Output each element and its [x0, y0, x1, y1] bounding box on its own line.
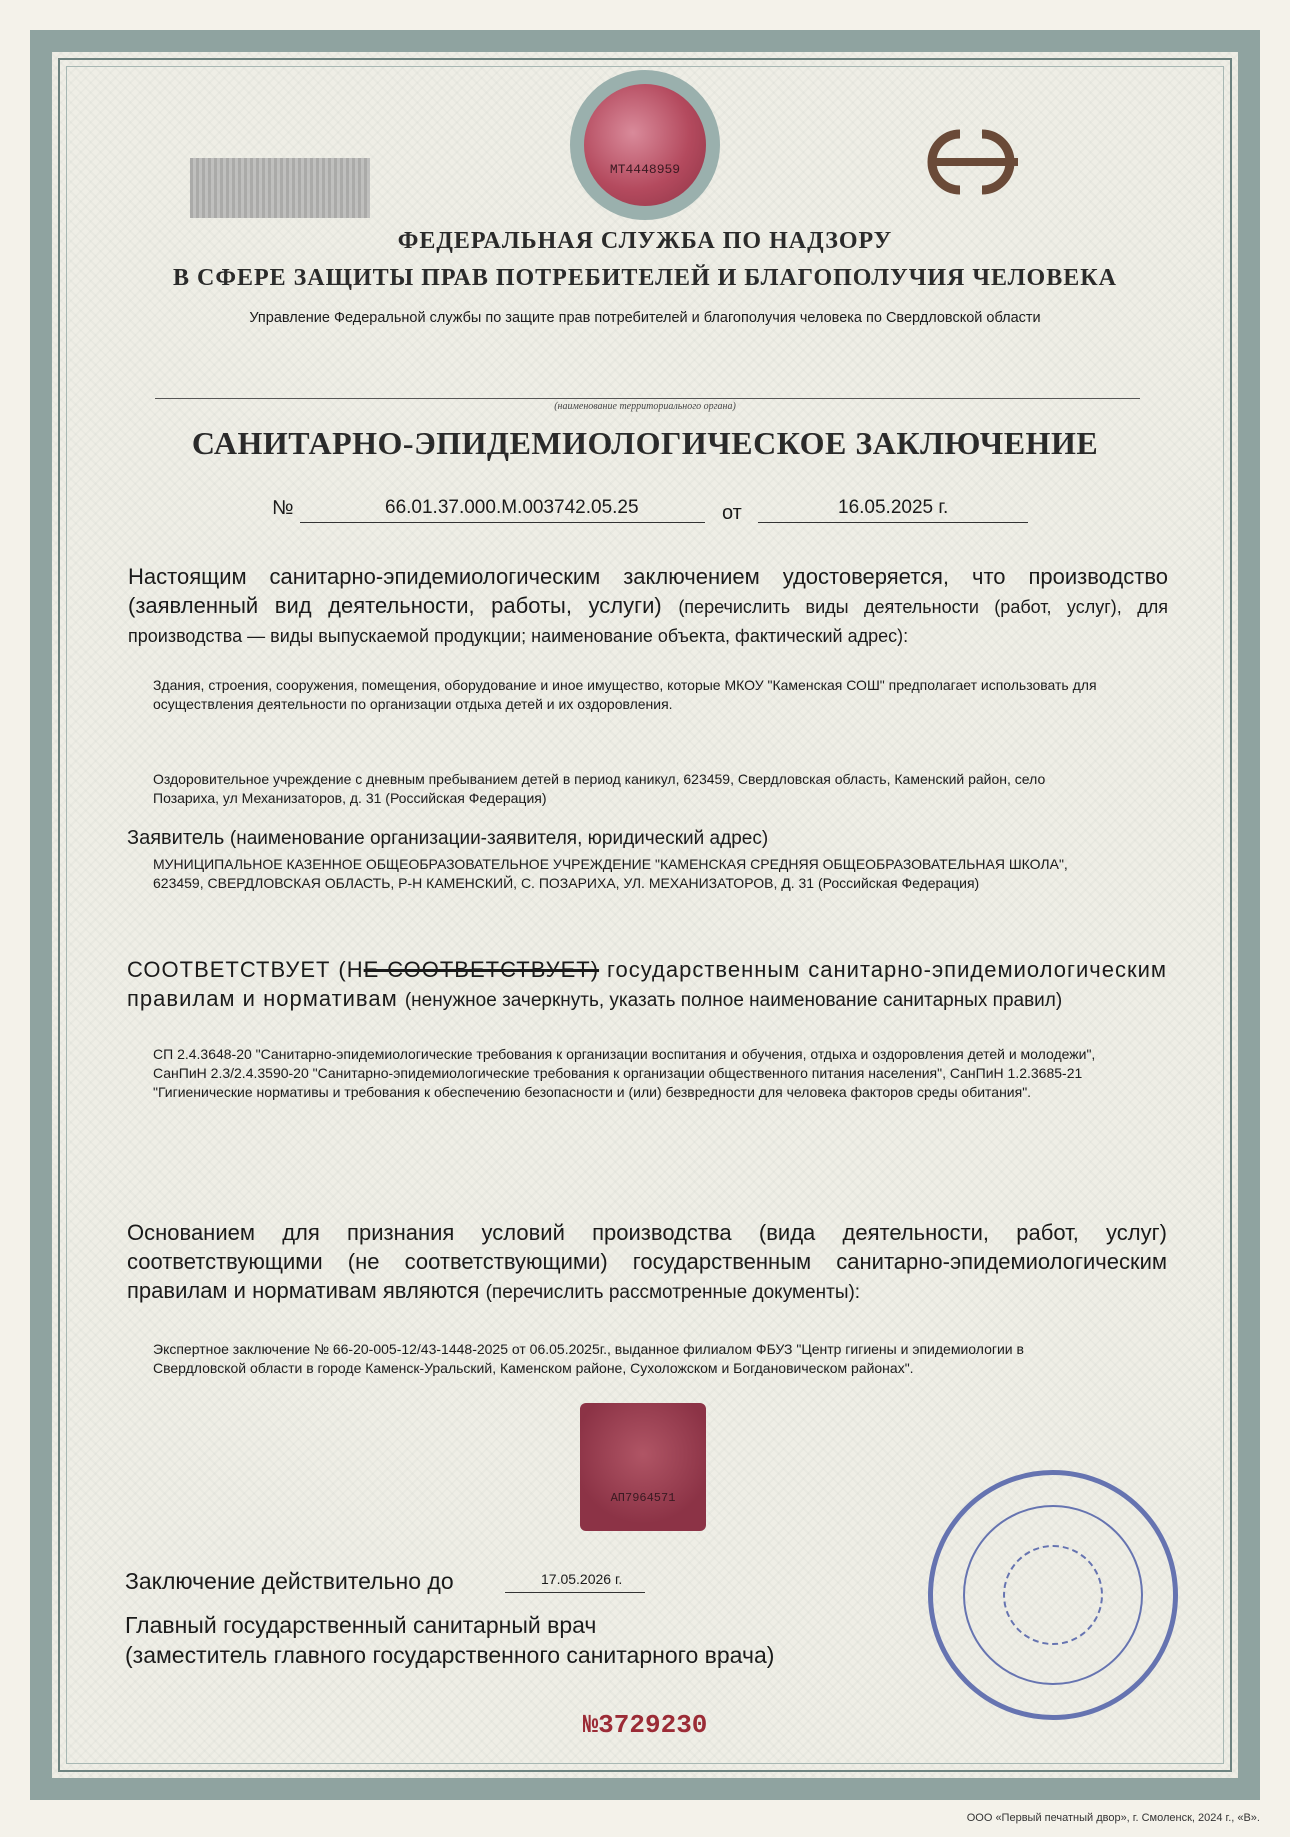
territorial-organization: Управление Федеральной службы по защите прав потребителей и благополучия человека по Свердловской области	[249, 310, 1041, 326]
validity-label: Заключение действительно до	[125, 1568, 454, 1594]
compliance-block	[127, 955, 1167, 1015]
basis-block	[127, 1218, 1167, 1307]
certify-intro	[128, 562, 1168, 649]
serial-number: №3729230	[582, 1710, 708, 1740]
validity-underline	[505, 1592, 645, 1593]
applicant-label-note: (наименование организации-заявителя, юридический адрес)	[229, 828, 769, 849]
applicant-label: Заявитель	[127, 827, 225, 849]
compliance-rest: государственным санитарно-эпидемиологическим правилам и нормативам	[127, 957, 1167, 1011]
protection-stripe	[190, 158, 370, 218]
signatory-line-1: Главный государственный санитарный врач	[125, 1612, 597, 1638]
security-seal-icon	[580, 1403, 706, 1531]
header-line-2: В СФЕРЕ ЗАЩИТЫ ПРАВ ПОТРЕБИТЕЛЕЙ И БЛАГОПОЛУЧИЯ ЧЕЛОВЕКА	[173, 265, 1117, 291]
certify-intro-note: (перечислить виды деятельности (работ, услуг), для производства — виды выпускаемой продукции; наименование объекта, фактический адрес):	[128, 597, 1168, 646]
compliance-paren: (Н	[338, 957, 364, 982]
applicant-heading	[127, 827, 768, 850]
compliance-note: (ненужное зачеркнуть, указать полное наименование санитарных правил)	[404, 990, 1063, 1011]
printer-imprint: ООО «Первый печатный двор», г. Смоленск, 2024 г., «В».	[966, 1812, 1260, 1824]
facility-address: Оздоровительное учреждение с дневным пребыванием детей в период каникул, 623459, Свердловская область, Каменский район, село Позариха, ул Механизаторов, д. 31 (Российская Федерация)	[153, 771, 1046, 806]
applicant-value: МУНИЦИПАЛЬНОЕ КАЗЕННОЕ ОБЩЕОБРАЗОВАТЕЛЬНОЕ УЧРЕЖДЕНИЕ "КАМЕНСКАЯ СРЕДНЯЯ ОБЩЕОБРАЗОВАТЕЛЬНАЯ ШКОЛА", 623459, СВЕРДЛОВСКАЯ ОБЛАСТЬ, Р-Н КАМЕНСКИЙ, С. ПОЗАРИХА, УЛ. МЕХАНИЗАТОРОВ, Д. 31 (Российская Федерация)	[153, 856, 1068, 891]
date-underline	[758, 522, 1028, 523]
certify-intro-text: Настоящим санитарно-эпидемиологическим заключением удостоверяется, что производство (заявленный вид деятельности, работы, услуги)	[128, 564, 1168, 618]
conclusion-number: 66.01.37.000.М.003742.05.25	[385, 497, 639, 518]
seal-code: АП7964571	[610, 1491, 676, 1505]
hologram-code: МТ4448959	[609, 162, 681, 177]
struck-not-compliant: Е СООТВЕТСТВУЕТ)	[363, 957, 600, 982]
organization-caption: (наименование территориального органа)	[554, 401, 736, 412]
sanitary-rules: СП 2.4.3648-20 "Санитарно-эпидемиологические требования к организации воспитания и обучения, отдыха и оздоровления детей и молодежи", СанПиН 2.3/2.4.3590-20 "Санитарно-эпидемиологические требования к организации общественного питания населения", СанПиН 1.2.3685-21 "Гигиенические нормативы и требования к обеспечению безопасности и (или) безвредности для человека факторов среды обитания".	[153, 1046, 1096, 1100]
signatory-line-2: (заместитель главного государственного санитарного врача)	[125, 1642, 775, 1668]
document-title: САНИТАРНО-ЭПИДЕМИОЛОГИЧЕСКОЕ ЗАКЛЮЧЕНИЕ	[191, 425, 1099, 461]
activity-text: Здания, строения, сооружения, помещения, оборудование и иное имущество, которые МКОУ "Каменская СОШ" предполагает использовать для осуществления деятельности по организации отдыха детей и их оздоровления.	[153, 677, 1097, 712]
official-stamp-icon	[928, 1470, 1178, 1720]
hologram-emblem-icon	[570, 70, 720, 220]
organization-underline	[155, 398, 1140, 399]
header-line-1: ФЕДЕРАЛЬНАЯ СЛУЖБА ПО НАДЗОРУ	[397, 228, 893, 254]
basis-document: Экспертное заключение № 66-20-005-12/43-1448-2025 от 06.05.2025г., выданное филиалом ФБУЗ "Центр гигиены и эпидемиологии в Свердловской области в городе Каменск-Уральский, Каменском районе, Сухоложском и Богдановическом районах".	[153, 1341, 1024, 1376]
basis-note: (перечислить рассмотренные документы):	[485, 1282, 861, 1303]
validity-date: 17.05.2026 г.	[541, 1571, 623, 1587]
compliance-word: СООТВЕТСТВУЕТ	[127, 957, 331, 982]
number-prefix: №	[272, 497, 294, 519]
basis-intro: Основанием для признания условий производства (вида деятельности, работ, услуг) соответствующими (не соответствующими) государственным санитарно-эпидемиологическим правилам и нормативам являются	[127, 1220, 1167, 1303]
number-underline	[300, 522, 705, 523]
date-prefix: от	[722, 502, 742, 524]
conclusion-date: 16.05.2025 г.	[838, 497, 949, 518]
se-logo-icon	[922, 124, 1032, 200]
